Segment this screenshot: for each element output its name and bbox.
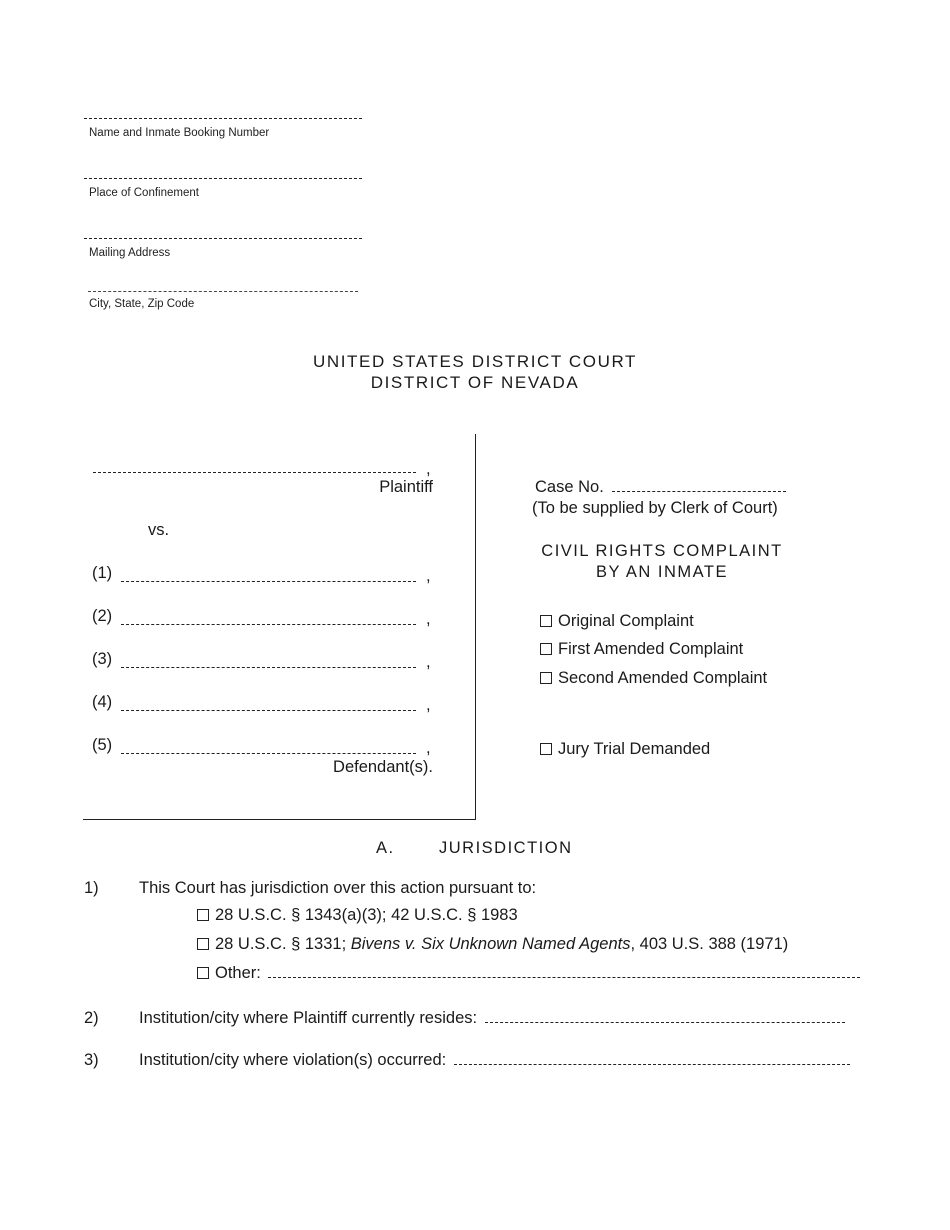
defendant-number: (2): [92, 607, 113, 625]
case-number-row: [535, 478, 786, 497]
defendant-number: (1): [92, 564, 113, 582]
city-state-zip-line[interactable]: [88, 291, 358, 292]
checkbox-icon[interactable]: [197, 909, 209, 921]
option-label-post: , 403 U.S. 388 (1971): [630, 935, 789, 953]
jurisdiction-option-1983[interactable]: [197, 906, 518, 925]
court-name: UNITED STATES DISTRICT COURT: [312, 352, 638, 371]
checkbox-icon[interactable]: [540, 672, 552, 684]
checkbox-icon[interactable]: [197, 938, 209, 950]
plaintiff-residence-row: [139, 1009, 845, 1028]
defendant-name-line[interactable]: [121, 741, 416, 754]
plaintiff-comma: ,: [426, 460, 431, 478]
defendant-comma: ,: [426, 739, 431, 757]
city-state-zip-label: City, State, Zip Code: [89, 298, 195, 310]
item-text: Institution/city where violation(s) occurred:: [139, 1051, 447, 1069]
defendant-name-line[interactable]: [121, 698, 416, 711]
defendant-comma: ,: [426, 696, 431, 714]
defendant-name-line[interactable]: [121, 569, 416, 582]
jurisdiction-option-bivens[interactable]: [197, 935, 788, 954]
section-heading: JURISDICTION: [439, 839, 573, 857]
option-label: Other:: [215, 964, 261, 982]
jury-trial-option[interactable]: [540, 740, 710, 759]
violation-location-line[interactable]: [454, 1052, 850, 1065]
option-label: Original Complaint: [558, 612, 694, 630]
item-number: 3): [84, 1051, 99, 1069]
caption-divider-horizontal: [83, 819, 476, 820]
second-amended-option[interactable]: [540, 669, 767, 688]
name-booking-line[interactable]: [84, 118, 362, 119]
checkbox-icon[interactable]: [540, 643, 552, 655]
mailing-address-label: Mailing Address: [89, 247, 171, 259]
option-label: Second Amended Complaint: [558, 669, 768, 687]
item-text: Institution/city where Plaintiff currently resides:: [139, 1009, 478, 1027]
item-text: This Court has jurisdiction over this action pursuant to:: [139, 879, 537, 897]
section-letter: A.: [376, 839, 395, 857]
option-label: 28 U.S.C. § 1343(a)(3); 42 U.S.C. § 1983: [215, 906, 518, 924]
defendant-number: (5): [92, 736, 113, 754]
other-basis-line[interactable]: [268, 965, 860, 978]
defendant-comma: ,: [426, 653, 431, 671]
mailing-address-line[interactable]: [84, 238, 362, 239]
plaintiff-label: Plaintiff: [379, 478, 433, 496]
option-label: Jury Trial Demanded: [558, 740, 711, 758]
jurisdiction-option-other[interactable]: [197, 964, 860, 983]
plaintiff-residence-line[interactable]: [485, 1010, 845, 1023]
place-of-confinement-label: Place of Confinement: [89, 187, 199, 199]
place-of-confinement-line[interactable]: [84, 178, 362, 179]
case-number-line[interactable]: [612, 479, 786, 492]
court-district: DISTRICT OF NEVADA: [370, 373, 580, 392]
checkbox-icon[interactable]: [540, 743, 552, 755]
plaintiff-name-line[interactable]: [93, 460, 416, 473]
name-booking-label: Name and Inmate Booking Number: [89, 127, 270, 139]
item-number: 2): [84, 1009, 99, 1027]
violation-location-row: [139, 1051, 850, 1070]
complaint-title-line1: CIVIL RIGHTS COMPLAINT: [541, 542, 783, 560]
defendant-name-line[interactable]: [121, 655, 416, 668]
caption-divider-vertical: [475, 434, 476, 820]
checkbox-icon[interactable]: [197, 967, 209, 979]
option-label-pre: 28 U.S.C. § 1331;: [215, 935, 347, 953]
checkbox-icon[interactable]: [540, 615, 552, 627]
defendant-comma: ,: [426, 610, 431, 628]
first-amended-option[interactable]: [540, 640, 743, 659]
case-number-note: (To be supplied by Clerk of Court): [532, 499, 778, 517]
case-number-label: Case No.: [535, 478, 604, 496]
vs-label: vs.: [148, 521, 170, 539]
defendant-name-line[interactable]: [121, 612, 416, 625]
defendants-label: Defendant(s).: [333, 758, 433, 776]
original-complaint-option[interactable]: [540, 612, 694, 631]
case-citation-italic: Bivens v. Six Unknown Named Agents: [350, 935, 631, 953]
option-label: First Amended Complaint: [558, 640, 744, 658]
complaint-title-line2: BY AN INMATE: [595, 563, 728, 581]
defendant-number: (4): [92, 693, 113, 711]
defendant-number: (3): [92, 650, 113, 668]
defendant-comma: ,: [426, 567, 431, 585]
item-number: 1): [84, 879, 99, 897]
